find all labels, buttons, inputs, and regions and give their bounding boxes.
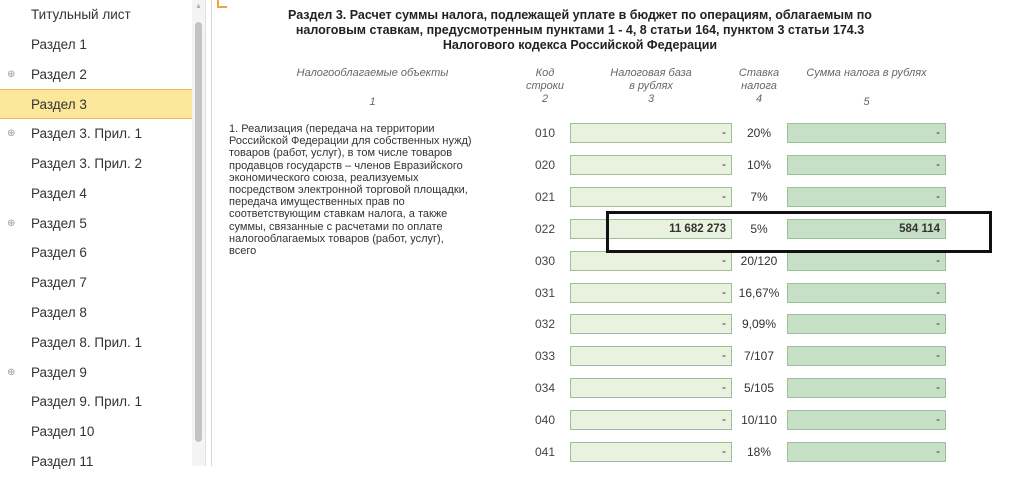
tax-sum-field[interactable]: 584 114 <box>787 219 946 239</box>
tax-sum-field[interactable]: - <box>787 251 946 271</box>
tax-sum-field[interactable]: - <box>787 155 946 175</box>
tax-base-field[interactable]: - <box>570 442 732 462</box>
tax-sum-field[interactable]: - <box>787 410 946 430</box>
sidebar-item-label: Раздел 3. Прил. 2 <box>31 155 143 171</box>
sidebar-item[interactable] <box>0 119 192 149</box>
tax-base-field[interactable]: - <box>570 346 732 366</box>
header-rate <box>734 67 784 106</box>
sections-sidebar <box>0 0 206 469</box>
tax-sum-field[interactable]: - <box>787 378 946 398</box>
form-title-line: налоговым ставкам, предусмотренным пунктами 1 - 4, 8 статьи 164, пунктом 3 статьи 174.3 <box>295 23 865 37</box>
tax-sum-field[interactable]: - <box>787 346 946 366</box>
sidebar-item-label: Раздел 10 <box>31 424 95 440</box>
description-line: товаров (работ, услуг), в том числе товаров <box>229 147 453 160</box>
header-base-label: Налоговая база <box>610 67 692 79</box>
sidebar-item-label: Раздел 1 <box>31 36 87 52</box>
header-code <box>520 67 570 106</box>
tax-rate: 9,09% <box>741 317 777 331</box>
header-base-num: 3 <box>647 93 655 105</box>
tax-rate: 7% <box>750 190 768 204</box>
description-line: экономического союза, реализуемых <box>229 171 419 184</box>
tax-base-field[interactable]: - <box>570 187 732 207</box>
sidebar-item-label: Раздел 11 <box>31 453 94 469</box>
tax-sum-field[interactable]: - <box>787 283 946 303</box>
expand-icon[interactable]: ⊕ <box>7 68 16 80</box>
sidebar-item-label: Раздел 3 <box>31 97 87 113</box>
sidebar-item[interactable] <box>0 89 192 119</box>
header-code-label: строки <box>525 80 565 92</box>
line-code: 022 <box>534 222 556 236</box>
description-line: соответствующим ставкам налога, а также <box>229 208 448 221</box>
tax-base-field[interactable]: - <box>570 123 732 143</box>
description-line: всего <box>229 245 257 258</box>
sidebar-item-label: Раздел 9 <box>31 364 87 380</box>
highlight-box <box>606 211 992 253</box>
panel-divider <box>211 0 212 466</box>
tax-rate: 20/120 <box>740 254 778 268</box>
tax-rate: 10/110 <box>741 413 777 427</box>
tax-base-field[interactable]: - <box>570 410 732 430</box>
sidebar-item[interactable] <box>0 149 192 179</box>
expand-icon[interactable]: ⊕ <box>7 217 16 229</box>
header-base <box>570 67 732 106</box>
sidebar-item[interactable] <box>0 358 192 388</box>
header-code-label: Код <box>535 67 555 79</box>
tax-rate: 10% <box>746 158 772 172</box>
sections-list <box>0 0 192 477</box>
tax-rate: 18% <box>746 445 772 459</box>
header-sum-num: 5 <box>863 96 870 108</box>
sidebar-item-label: Раздел 4 <box>31 185 87 201</box>
sidebar-item-label: Раздел 3. Прил. 1 <box>31 126 143 142</box>
sidebar-item[interactable] <box>0 60 192 90</box>
sidebar-item[interactable] <box>0 30 192 60</box>
tax-sum-field[interactable]: - <box>787 442 946 462</box>
expand-icon[interactable]: ⊕ <box>7 366 16 378</box>
header-rate-label: Ставка <box>738 67 780 79</box>
header-objects-num: 1 <box>369 96 376 108</box>
tax-base-field[interactable]: - <box>570 155 732 175</box>
sidebar-item[interactable] <box>0 0 192 30</box>
line-code: 021 <box>534 190 556 204</box>
sidebar-item-label: Раздел 7 <box>31 275 87 291</box>
description-line: 1. Реализация (передача на территории <box>229 123 435 135</box>
description-line: Российской Федерации для собственных нужд) <box>229 135 472 148</box>
sidebar-item-label: Раздел 8 <box>31 304 87 320</box>
header-code-num: 2 <box>541 93 549 105</box>
sidebar-scrollbar[interactable] <box>192 0 205 466</box>
line-code: 020 <box>534 158 556 172</box>
tax-rate: 20% <box>746 126 772 140</box>
description-line: суммы, связанные с расчетами по оплате <box>229 220 443 233</box>
header-rate-num: 4 <box>755 93 763 105</box>
tax-sum-field[interactable]: - <box>787 314 946 334</box>
tax-base-field[interactable]: 11 682 273 <box>570 219 732 239</box>
line-code: 030 <box>534 254 556 268</box>
sidebar-item-label: Титульный лист <box>31 7 131 22</box>
sidebar-item-label: Раздел 8. Прил. 1 <box>31 334 143 350</box>
sidebar-item-label: Раздел 9. Прил. 1 <box>31 394 143 410</box>
line-code: 032 <box>534 317 556 331</box>
description-line: продавцов государств – членов Евразийского <box>229 159 463 172</box>
description-line: налогооблагаемых товаров (работ, услуг), <box>229 232 444 245</box>
sidebar-item-label: Раздел 5 <box>31 215 87 231</box>
sidebar-item[interactable] <box>0 447 192 477</box>
tax-base-field[interactable]: - <box>570 378 732 398</box>
form-title-line: Налогового кодекса Российской Федерации <box>442 38 718 52</box>
sidebar-item[interactable] <box>0 328 192 358</box>
sidebar-item[interactable] <box>0 298 192 328</box>
line-code: 034 <box>534 381 556 395</box>
line-code: 031 <box>534 286 556 300</box>
tax-sum-field[interactable]: - <box>787 187 946 207</box>
sidebar-item[interactable] <box>0 387 192 417</box>
tax-base-field[interactable]: - <box>570 251 732 271</box>
scroll-thumb[interactable] <box>195 22 202 442</box>
line-code: 041 <box>534 445 556 459</box>
sidebar-item-label: Раздел 2 <box>31 66 87 82</box>
line-code: 040 <box>534 413 556 427</box>
sidebar-item[interactable] <box>0 238 192 268</box>
sidebar-item-label: Раздел 6 <box>31 245 87 261</box>
tax-base-field[interactable]: - <box>570 314 732 334</box>
sidebar-item[interactable] <box>0 179 192 209</box>
sidebar-item[interactable] <box>0 417 192 447</box>
form-title-line: Раздел 3. Расчет суммы налога, подлежащей уплате в бюджет по операциям, облагаемым по <box>288 8 872 22</box>
header-sum <box>787 67 946 109</box>
taxable-objects-description <box>229 123 514 257</box>
line-code: 033 <box>534 349 556 363</box>
header-sum-label: Сумма налога в рублях <box>806 67 927 79</box>
header-objects-label: Налогооблагаемые объекты <box>296 67 449 79</box>
description-line: посредством электронной торговой площадки, <box>229 184 468 197</box>
header-base-label: в рублях <box>629 80 673 92</box>
header-rate-label: налога <box>741 80 777 92</box>
form-title <box>250 8 910 53</box>
tax-rate: 5/105 <box>743 381 775 395</box>
tax-rate: 5% <box>750 222 768 236</box>
tax-sum-field[interactable]: - <box>787 123 946 143</box>
tax-rate: 7/107 <box>743 349 775 363</box>
sidebar-item[interactable] <box>0 268 192 298</box>
line-code: 010 <box>534 126 556 140</box>
tax-rate: 16,67% <box>738 286 780 300</box>
expand-icon[interactable]: ⊕ <box>7 128 16 140</box>
header-objects <box>250 67 495 109</box>
sidebar-item[interactable] <box>0 209 192 239</box>
tax-base-field[interactable]: - <box>570 283 732 303</box>
scroll-up-icon[interactable]: ▲ <box>195 3 202 10</box>
description-line: передача имущественных прав по <box>229 196 405 209</box>
